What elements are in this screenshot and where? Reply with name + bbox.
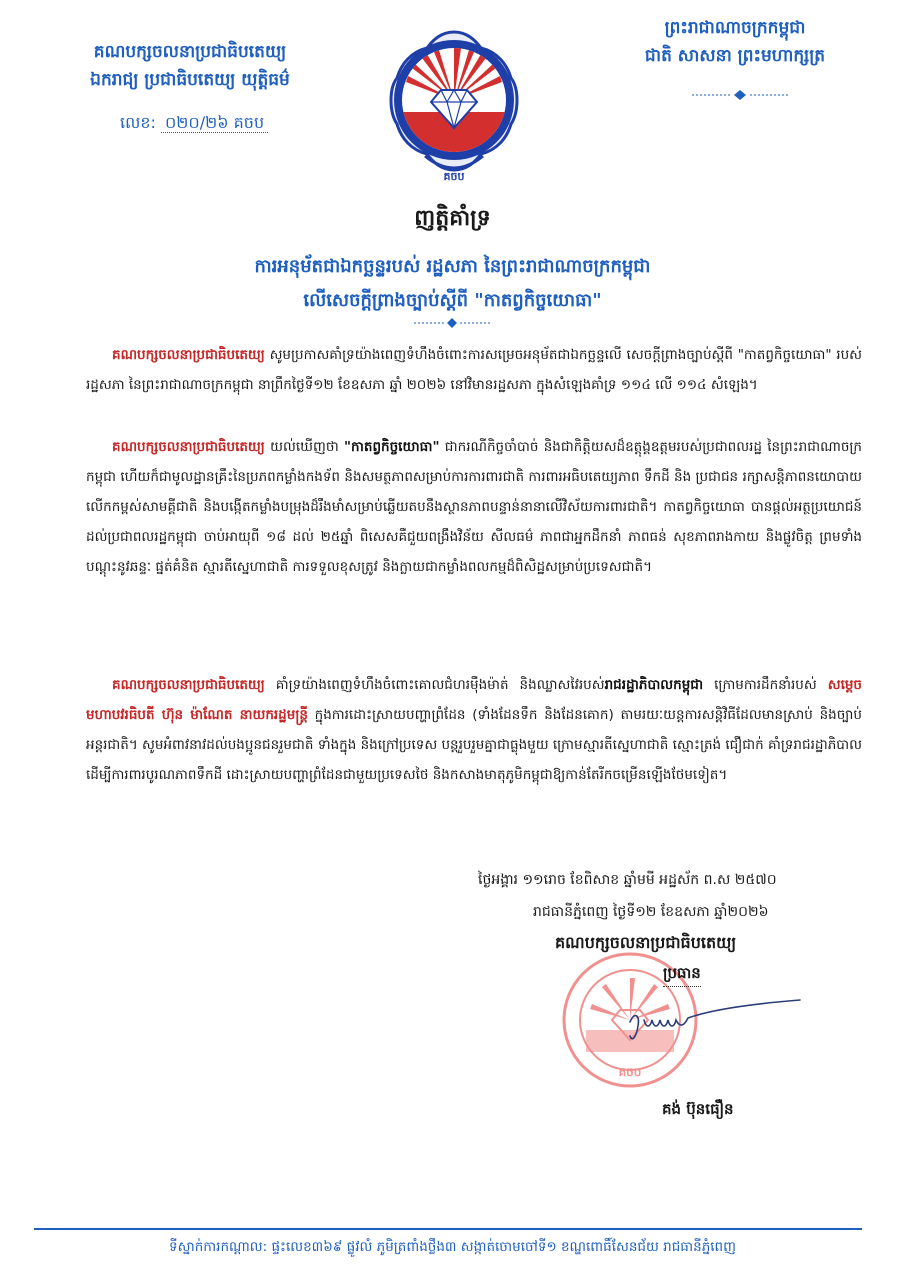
military-duty-term: "កាតព្វកិច្ចយោធា": [344, 439, 440, 455]
party-name: គណបក្សចលនាប្រជាធិបតេយ្យ: [93, 42, 287, 62]
document-subtitle-2: លើសេចក្តីព្រាងច្បាប់ស្តីពី "កាតព្វកិច្ចយោធា": [303, 290, 602, 311]
party-motto: ឯករាជ្យ ប្រជាធិបតេយ្យ យុត្តិធម៌: [90, 70, 290, 90]
party-header: [40, 38, 340, 94]
government-name: រាជរដ្ឋាភិបាលកម្ពុជា: [604, 677, 704, 693]
signatory-party: គណបក្សចលនាប្រជាធិបតេយ្យ: [555, 933, 737, 952]
signatory-name: គង់ ប៊ុនធឿន: [662, 1100, 734, 1118]
signatory-title: ប្រធាន: [663, 964, 701, 987]
handwritten-signature-icon: [610, 992, 810, 1052]
kingdom-motto: ជាតិ សាសនា ព្រះមហាក្សត្រ: [644, 46, 826, 66]
paragraph-1-text: សូមប្រកាសគាំទ្រយ៉ាងពេញទំហឹងចំពោះការសម្រេចអនុម័តជាឯកច្ឆន្ទលើ សេចក្តីព្រាងច្បាប់ស្តីពី "កាតព្វកិច្ចយោធា" របស់រដ្ឋសភា នៃព្រះរាជាណាចក្រកម្ពុជា នាព្រឹកថ្ងៃទី១២ ខែឧសភា ឆ្នាំ ២០២៦ នៅវិមានរដ្ឋសភា ក្នុងសំឡេងគាំទ្រ ១១៤ លើ ១១៤ សំឡេង។: [86, 347, 862, 393]
stamp-text: គចប: [618, 1065, 642, 1079]
paragraph-2-text-a: យល់ឃើញថា: [264, 439, 344, 455]
document-subtitle-1: ការអនុម័តជាឯកច្ឆន្ទរបស់ រដ្ឋសភា នៃព្រះរាជាណាចក្រកម្ពុជា: [254, 256, 651, 277]
paragraph-1: [86, 340, 862, 432]
document-title: ញត្តិគាំទ្រ: [414, 206, 491, 231]
ref-number-value: ០២០/២៦ គចប: [161, 113, 268, 133]
reference-number: [120, 112, 268, 136]
party-logo-icon: [385, 30, 523, 188]
prime-minister-name: សម្តេចមហាបវរធិបតី ហ៊ុន ម៉ាណែត នាយករដ្ឋមន្ត្រី: [86, 677, 862, 723]
party-name-inline: គណបក្សចលនាប្រជាធិបតេយ្យ: [112, 677, 265, 693]
paragraph-2: [86, 432, 862, 668]
lunar-date: ថ្ងៃអង្គារ ១១រោច ខែពិសាខ ឆ្នាំមមី អដ្ឋស័ក ព.ស ២៥៧០: [478, 872, 777, 888]
ornament-divider-icon: [690, 88, 790, 102]
paragraph-3: [86, 670, 862, 886]
kingdom-header: [600, 14, 870, 70]
paragraph-3-text-c: ក្នុងការដោះស្រាយបញ្ហាព្រំដែន (ទាំងដែនទឹក និងដែនគោក) តាមរយៈយន្តការសន្តិវិធីដែលមានស្រាប់ និងច្បាប់អន្តរជាតិ។ សូមអំពាវនាវដល់បងប្អូនជនរួមជាតិ ទាំងក្នុង និងក្រៅប្រទេស បន្តរួបរួមគ្នាជាធ្លុងមួយ ក្រោមស្មារតីស្នេហាជាតិ ស្មោះត្រង់ ជឿជាក់ គាំទ្ររាជរដ្ឋាភិបាល ដើម្បីការពារបូរណភាពទឹកដី ដោះស្រាយបញ្ហាព្រំដែនជាមួយប្រទេសថៃ និងកសាងមាតុភូមិកម្ពុជាឱ្យកាន់តែរីកចម្រើនឡើងថែមទៀត។: [86, 707, 862, 783]
footer-divider: [34, 1228, 862, 1230]
logo-text: គចប: [443, 170, 465, 183]
paragraph-3-text-a: គាំទ្រយ៉ាងពេញទំហឹងចំពោះគោលជំហរម៉ឺងម៉ាត់ និងឈ្លាសវៃរបស់: [264, 677, 605, 693]
kingdom-name: ព្រះរាជាណាចក្រកម្ពុជា: [664, 18, 806, 38]
footer-address: ទីស្នាក់ការកណ្តាល: ផ្ទះលេខ៣៦៩ ផ្លូវលំ ភូមិត្រពាំងថ្លឹង៣ សង្កាត់ចោមចៅទី១ ខណ្ឌពោធិ៍សែនជ័យ រាជធានីភ្នំពេញ: [169, 1239, 736, 1255]
title-ornament-icon: [412, 316, 492, 330]
solar-date: រាជធានីភ្នំពេញ ថ្ងៃទី១២ ខែឧសភា ឆ្នាំ២០២៦: [533, 904, 769, 920]
paragraph-3-text-b: ក្រោមការដឹកនាំរបស់: [703, 677, 828, 693]
party-name-inline: គណបក្សចលនាប្រជាធិបតេយ្យ: [112, 347, 265, 363]
ref-label: លេខ:: [120, 113, 156, 132]
party-name-inline: គណបក្សចលនាប្រជាធិបតេយ្យ: [112, 439, 265, 455]
paragraph-2-text-b: ជាករណីកិច្ចចាំបាច់ និងជាកិត្តិយសដ៏ឧត្តុង្គឧត្តមរបស់ប្រជាពលរដ្ឋ នៃព្រះរាជាណាចក្រកម្ពុជា ហើយក៏ជាមូលដ្ឋានគ្រឹះនៃប្រភពកម្លាំងកងទ័ព និងសមត្ថភាពសម្រាប់ការការពារជាតិ ការពារអធិបតេយ្យភាព ទឹកដី និង ប្រជាជន រក្សាសន្តិភាពនយោបាយ លើកកម្ពស់សាមគ្គីជាតិ និងបង្កើតកម្លាំងបម្រុងដ៏រឹងមាំសម្រាប់ឆ្លើយតបនឹងស្ថានភាពបន្ទាន់នានាលើវិស័យការពារជាតិ។ កាតព្វកិច្ចយោធា បានផ្តល់អត្ថប្រយោជន៍ដល់ប្រជាពលរដ្ឋកម្ពុជា ចាប់អាយុពី ១៨ ដល់ ២៥ឆ្នាំ ពិសេសគឺជួយពង្រឹងវិន័យ សីលធម៌ ភាពជាអ្នកដឹកនាំ ភាពធន់ សុខភាពរាងកាយ និងផ្លូវចិត្ត ព្រមទាំងបណ្តុះនូវឆន្ទៈ ផ្នត់គំនិត ស្មារតីស្នេហាជាតិ ការទទួលខុសត្រូវ និងក្លាយជាកម្លាំងពលកម្មដ៏ពិសិដ្ឋសម្រាប់ប្រទេសជាតិ។: [86, 439, 862, 575]
